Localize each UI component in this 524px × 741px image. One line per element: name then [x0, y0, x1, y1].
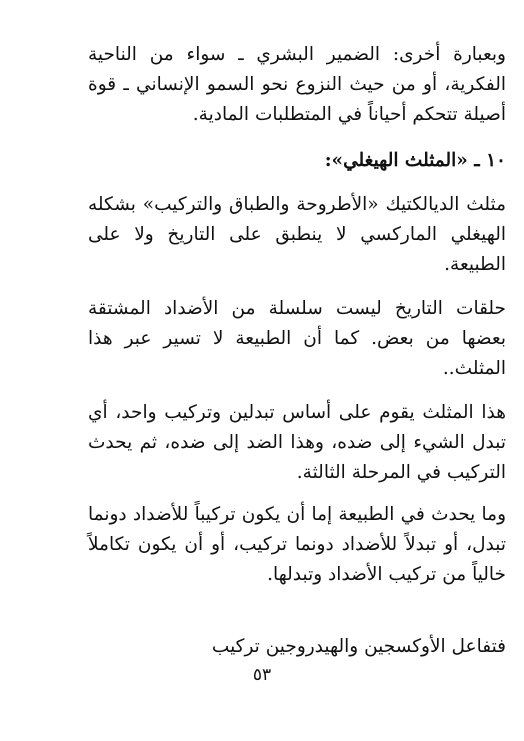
paragraph-oxygen: فتفاعل الأوكسجين والهيدروجين تركيب: [211, 636, 506, 657]
paragraph-nature: وما يحدث في الطبيعة إما أن يكون تركيباً للأضداد دونما تبدل، أو تبدلاً للأضداد دونما تركيب، أو أن يكون تكاملاً خالياً من تركيب الأضداد وتبدلها.: [88, 504, 506, 585]
paragraph-triangle-basis: هذا المثلث يقوم على أساس تبدلين وتركيب واحد، أي تبدل الشيء إلى ضده، وهذا الضد إلى ضده، ثم يحدث التركيب في المرحلة الثالثة.: [88, 402, 506, 483]
paragraph-conscience: وبعبارة أخرى: الضمير البشري ـ سواء من الناحية الفكرية، أو من حيث النزوع نحو السمو الإنساني ـ قوة أصيلة تتحكم أحياناً في المتطلبات المادية.: [88, 44, 506, 125]
paragraph-history-rings: حلقات التاريخ ليست سلسلة من الأضداد المشتقة بعضها من بعض. كما أن الطبيعة لا تسير عبر هذا المثلث..: [88, 298, 506, 379]
section-heading: ١٠ ـ «المثلث الهيغلي»:: [324, 150, 506, 171]
page-number: ٥٣: [252, 665, 272, 685]
paragraph-dialectic-triangle: مثلث الديالكتيك «الأطروحة والطباق والتركيب» بشكله الهيغلي الماركسي لا ينطبق على التاريخ ولا على الطبيعة.: [88, 194, 506, 275]
